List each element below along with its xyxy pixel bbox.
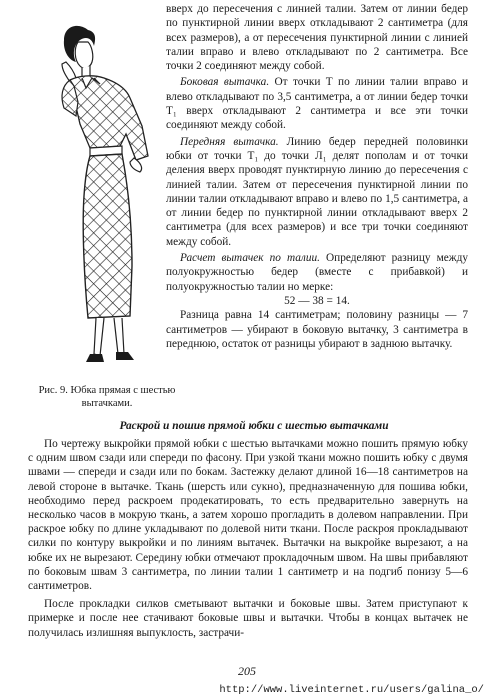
paragraph-label: Расчет вытачек по талии. [180, 252, 320, 265]
paragraph: По чертежу выкройки прямой юбки с шестью вытачками можно пошить прямую юбку с одним швом сзади или спереди по фасону. При узкой ткани можно пошить юбку с двумя швами — спереди и сзади или по бокам. Застежку делают длиной 16—18 сантиметров на левой стороне в вытачке. Ткань (шерсть или сукно), предназначенную для пошива юбки, необходимо перед раскроем продекатировать, то есть предварительно завернуть на несколько часов в мокрую ткань, а затем хорошо прогладить в долевом направлении. При раскрое юбку по длине укладывают по долевой нити ткани. После раскроя прокладывают силки по контуру выкройки и по линиям вытачек. Вытачки на выкройке вырезают, а на юбке их не вырезают. Середину юбки отмечают прокладочным швом. На швы прибавляют по боковым швам 3 сантиметра, по линии талии 1 сантиметр и на подгиб понизу 5—6 сантиметров. [28, 438, 468, 593]
page-number: 205 [238, 664, 256, 678]
figure-caption: Рис. 9. Юбка прямая с шестью вытачками. [38, 385, 176, 409]
watermark-url: http://www.liveinternet.ru/users/galina_o/ [219, 684, 484, 696]
paragraph: После прокладки силков сметывают вытачки и боковые швы. Затем приступают к примерке и после нее стачивают боковые швы и вытачки. Чтобы в концах вытачек не получилась излишняя выпуклость, застрачи- [28, 598, 468, 639]
paragraph-label: Передняя вытачка. [180, 135, 279, 148]
paragraph: вверх до пересечения с линией талии. Затем от линии бедер по пунктирной линии вверх откладывают 2 сантиметра (для всех размеров), а от пересечения пунктирной линии с линией талии вправо и влево откладывают по 2 сантиметра. Все точки 2 соединяют между собой. [166, 3, 468, 73]
paragraph: Разница равна 14 сантиметрам; половину разницы — 7 сантиметров — убирают в боковую вытачку, 3 сантиметра в переднюю, остаток от разницы убирают в заднюю вытачку. [166, 309, 468, 350]
paragraph-text: От точки Т по линии талии вправо и влево откладывают по 3,5 сантиметра, а от линии бедер точки Т₁ вверх откладывают 2 сантиметра и все эти точки соединяют между собой. [166, 76, 468, 132]
paragraph-side-dart [166, 75, 468, 132]
paragraph-text: Определяют разницу между полуокружностью бедер (вместе с прибавкой) и полуокружностью талии но мерке: [166, 252, 468, 293]
paragraph-dart-calculation [166, 251, 468, 294]
skirt-illustration [30, 16, 180, 378]
paragraph-text: Линию бедер передней половинки юбки от точки Т₁ до точки Л₁ делят пополам и от точки деления вверх проводят пунктирную линию до пересечения с линией талии. Затем от пересечения пунктирной линии по линии талии откладывают вправо и влево по 1,5 сантиметра, а от линии бедер по пунктирной линии откладывают вверх 2 сантиметра (для всех размеров) и все три точки соединяют между собой. [166, 135, 468, 248]
paragraph-label: Боковая вытачка. [180, 76, 270, 89]
paragraph-front-dart [166, 135, 468, 249]
section-heading: Раскрой и пошив прямой юбки с шестью вытачками [119, 420, 389, 432]
formula: 52 — 38 = 14. [284, 294, 350, 307]
right-column-text [166, 2, 468, 351]
body-text [28, 437, 468, 640]
